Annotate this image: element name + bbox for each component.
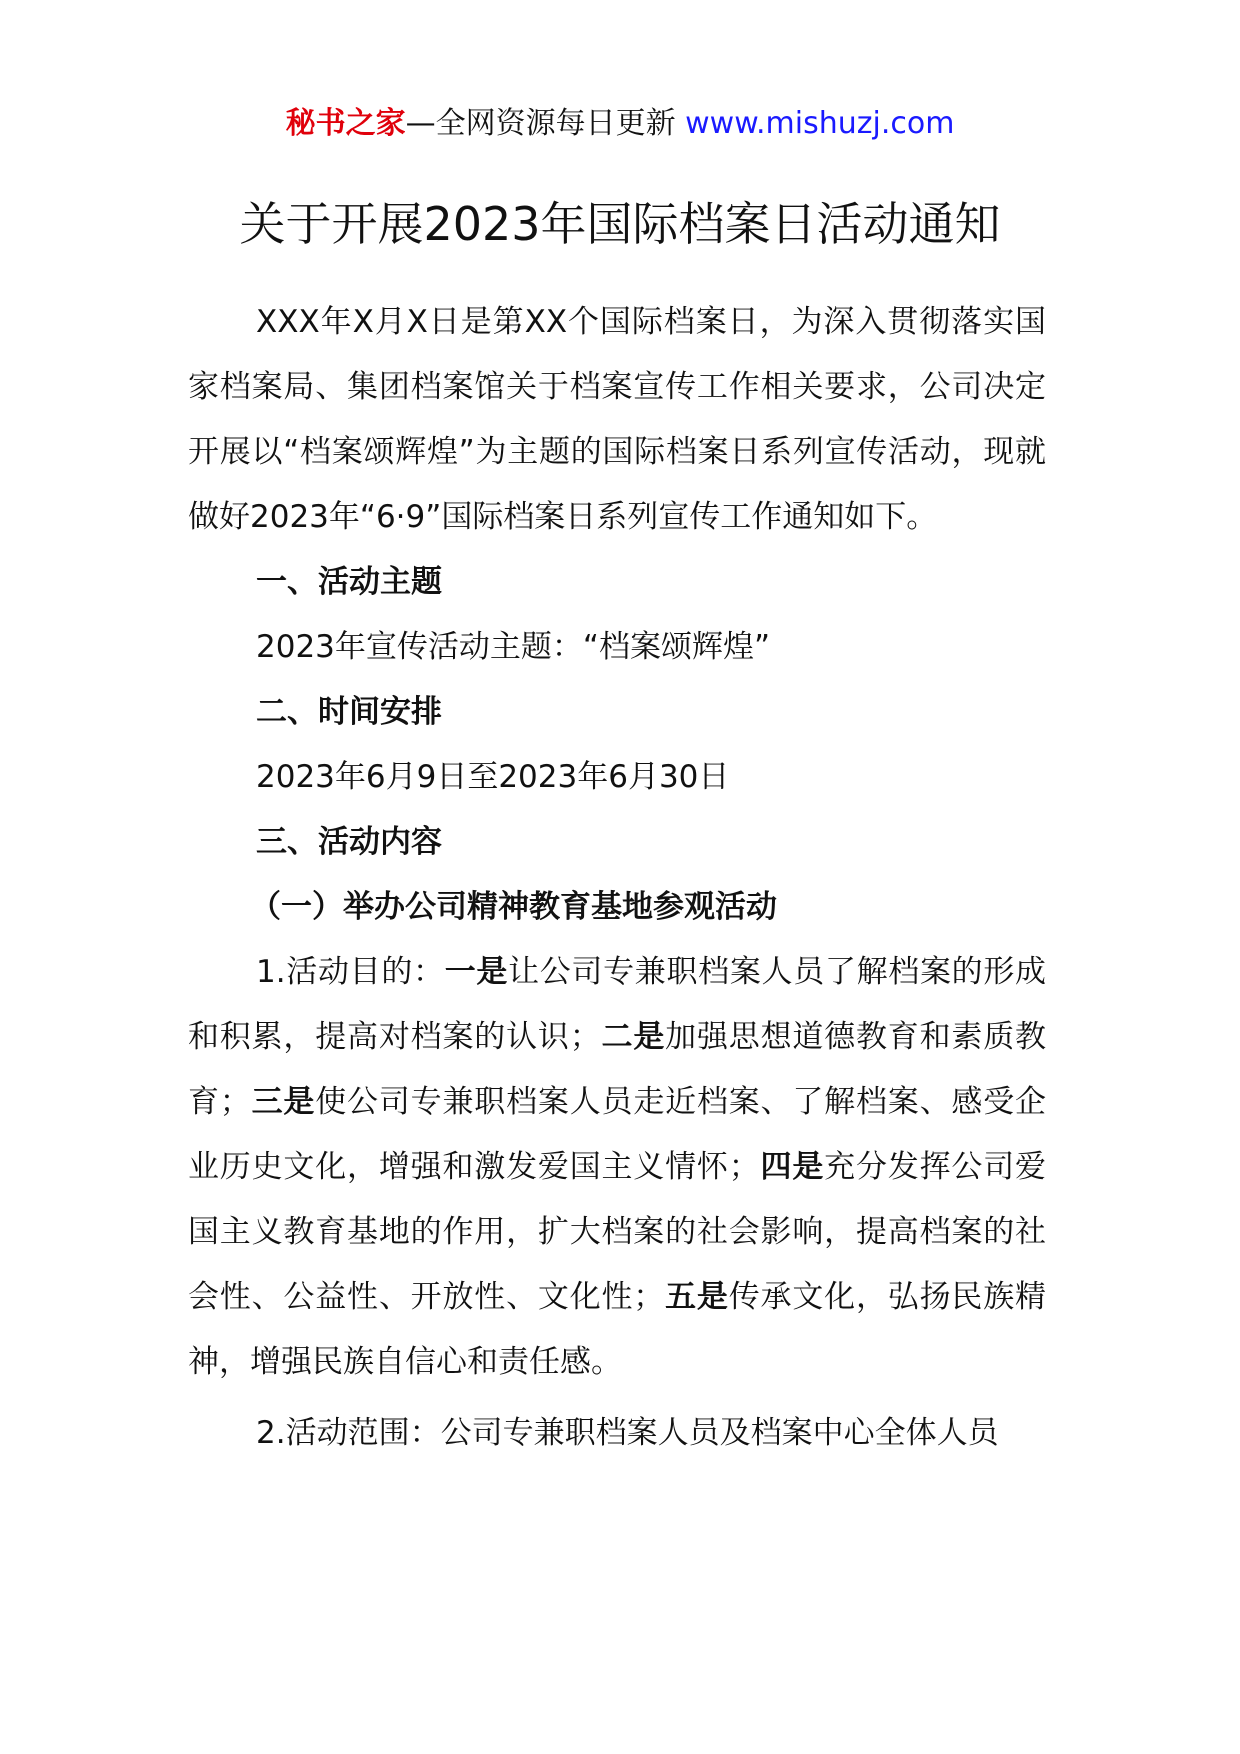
purpose-point-5-label: 五是 (664, 1279, 729, 1315)
intro-paragraph: XXX年X月X日是第XX个国际档案日，为深入贯彻落实国家档案局、集团档案馆关于档案宣传工作相关要求，公司决定开展以“档案颂辉煌”为主题的国际档案日系列宣传活动，现就做好2023年“6·9”国际档案日系列宣传工作通知如下。 (188, 304, 1046, 535)
purpose-label: 1.活动目的： (256, 954, 445, 990)
header-tagline: —全网资源每日更新 (405, 106, 686, 141)
purpose-paragraph (188, 940, 1046, 1395)
subsection-heading-visit: （一）举办公司精神教育基地参观活动 (250, 889, 777, 925)
document-title: 关于开展2023年国际档案日活动通知 (239, 197, 1001, 251)
purpose-point-4-label: 四是 (759, 1149, 825, 1185)
section-heading-theme: 一、活动主题 (256, 564, 442, 600)
purpose-point-1-text: 让公司专兼职档案人员了解档案的形成和积累，提高对档案的认识； (188, 954, 1047, 1055)
theme-text: 2023年宣传活动主题：“档案颂辉煌” (256, 629, 771, 665)
section-heading-content: 三、活动内容 (256, 824, 442, 860)
site-url-link[interactable]: www.mishuzj.com (685, 106, 955, 141)
purpose-point-1-label: 一是 (444, 954, 509, 990)
schedule-text: 2023年6月9日至2023年6月30日 (256, 759, 730, 795)
purpose-point-2-text: 加强思想道德教育和素质教育； (188, 1019, 1047, 1120)
brand-name: 秘书之家 (285, 106, 406, 141)
purpose-point-3-text: 使公司专兼职档案人员走近档案、了解档案、感受企业历史文化，增强和激发爱国主义情怀； (188, 1084, 1047, 1185)
purpose-point-5-text: 传承文化，弘扬民族精神，增强民族自信心和责任感。 (188, 1279, 1047, 1380)
scope-text: 2.活动范围：公司专兼职档案人员及档案中心全体人员 (256, 1415, 999, 1451)
section-heading-schedule: 二、时间安排 (256, 694, 442, 730)
purpose-point-4-text: 充分发挥公司爱国主义教育基地的作用，扩大档案的社会影响，提高档案的社会性、公益性、开放性、文化性； (188, 1149, 1047, 1315)
purpose-point-3-label: 三是 (250, 1084, 316, 1120)
watermark-header (0, 100, 1240, 148)
purpose-point-2-label: 二是 (600, 1019, 666, 1055)
document-body (188, 290, 1046, 1466)
